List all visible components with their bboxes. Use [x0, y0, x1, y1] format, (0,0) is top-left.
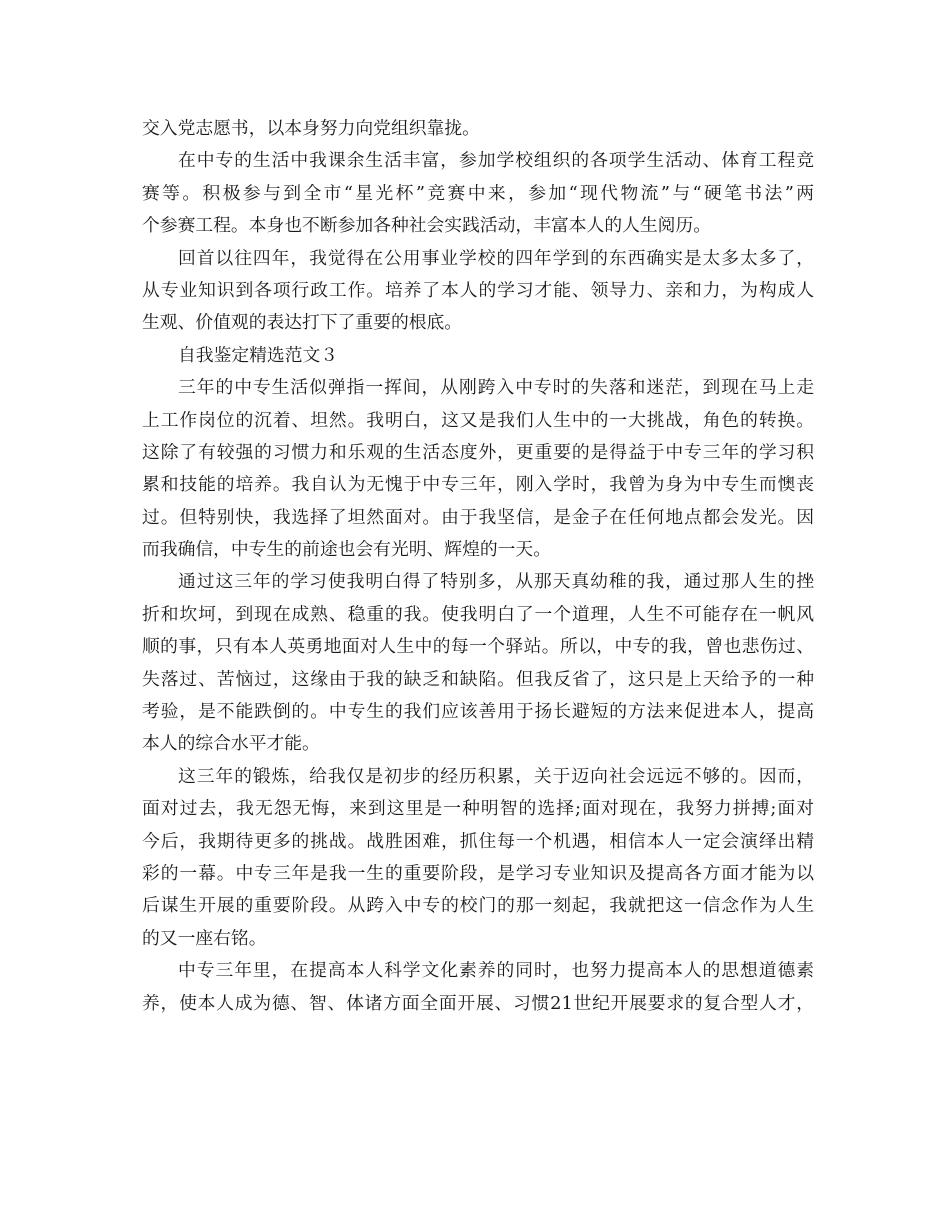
text-line: 赛等。积极参与到全市“星光杯”竞赛中来，参加“现代物流”与“硬笔书法”两	[142, 182, 814, 204]
text-line: 三年的中专生活似弹指一挥间，从刚跨入中专时的失落和迷茫，到现在马上走	[178, 377, 814, 399]
text-line: 彩的一幕。中专三年是我一生的重要阶段，是学习专业知识及提高各方面才能为以	[142, 862, 814, 884]
text-line: 顺的事，只有本人英勇地面对人生中的每一个驿站。所以，中专的我，曾也悲伤过、	[142, 636, 814, 658]
text-line: 后谋生开展的重要阶段。从跨入中专的校门的那一刻起，我就把这一信念作为人生	[142, 895, 814, 917]
text-line: 折和坎坷，到现在成熟、稳重的我。使我明白了一个道理，人生不可能存在一帆风	[142, 603, 814, 625]
text-line: 生观、价值观的表达打下了重要的根底。	[142, 312, 463, 334]
text-line: 考验，是不能跌倒的。中专生的我们应该善用于扬长避短的方法来促进本人，提高	[142, 701, 814, 723]
text-line: 这三年的锻炼，给我仅是初步的经历积累，关于迈向社会远远不够的。因而，	[178, 765, 814, 787]
text-line: 过。但特别快，我选择了坦然面对。由于我坚信，是金子在任何地点都会发光。因	[142, 506, 814, 528]
text-line: 个参赛工程。本身也不断参加各种社会实践活动，丰富本人的人生阅历。	[142, 215, 712, 237]
text-line: 交入党志愿书，以本身努力向党组织靠拢。	[142, 118, 480, 139]
text-line: 中专三年里，在提高本人科学文化素养的同时，也努力提高本人的思想道德素	[178, 960, 814, 982]
text-line: 回首以往四年，我觉得在公用事业学校的四年学到的东西确实是太多太多了，	[178, 247, 814, 269]
text-line: 这除了有较强的习惯力和乐观的生活态度外，更重要的是得益于中专三年的学习积	[142, 441, 814, 463]
text-line: 面对过去，我无怨无悔，来到这里是一种明智的选择;面对现在，我努力拼搏;面对	[142, 798, 814, 820]
text-line: 本人的综合水平才能。	[142, 733, 320, 755]
text-line: 通过这三年的学习使我明白得了特别多，从那天真幼稚的我，通过那人生的挫	[178, 571, 814, 593]
text-line: 养，使本人成为德、智、体诸方面全面开展、习惯21世纪开展要求的复合型人才，	[142, 992, 814, 1014]
document-body	[142, 113, 814, 1020]
text-line: 而我确信，中专生的前途也会有光明、辉煌的一天。	[142, 539, 551, 561]
text-line: 上工作岗位的沉着、坦然。我明白，这又是我们人生中的一大挑战，角色的转换。	[142, 409, 814, 431]
text-line: 累和技能的培养。我自认为无愧于中专三年，刚入学时，我曾为身为中专生而懊丧	[142, 474, 814, 496]
text-line: 失落过、苦恼过，这缘由于我的缺乏和缺陷。但我反省了，这只是上天给予的一种	[142, 668, 814, 690]
text-line: 从专业知识到各项行政工作。培养了本人的学习才能、领导力、亲和力，为构成人	[142, 279, 814, 301]
text-line: 自我鉴定精选范文３	[178, 344, 339, 366]
text-line: 在中专的生活中我课余生活丰富，参加学校组织的各项学生活动、体育工程竞	[178, 150, 814, 172]
text-line: 今后，我期待更多的挑战。战胜困难，抓住每一个机遇，相信本人一定会演绎出精	[142, 830, 814, 852]
text-line: 的又一座右铭。	[142, 927, 267, 949]
